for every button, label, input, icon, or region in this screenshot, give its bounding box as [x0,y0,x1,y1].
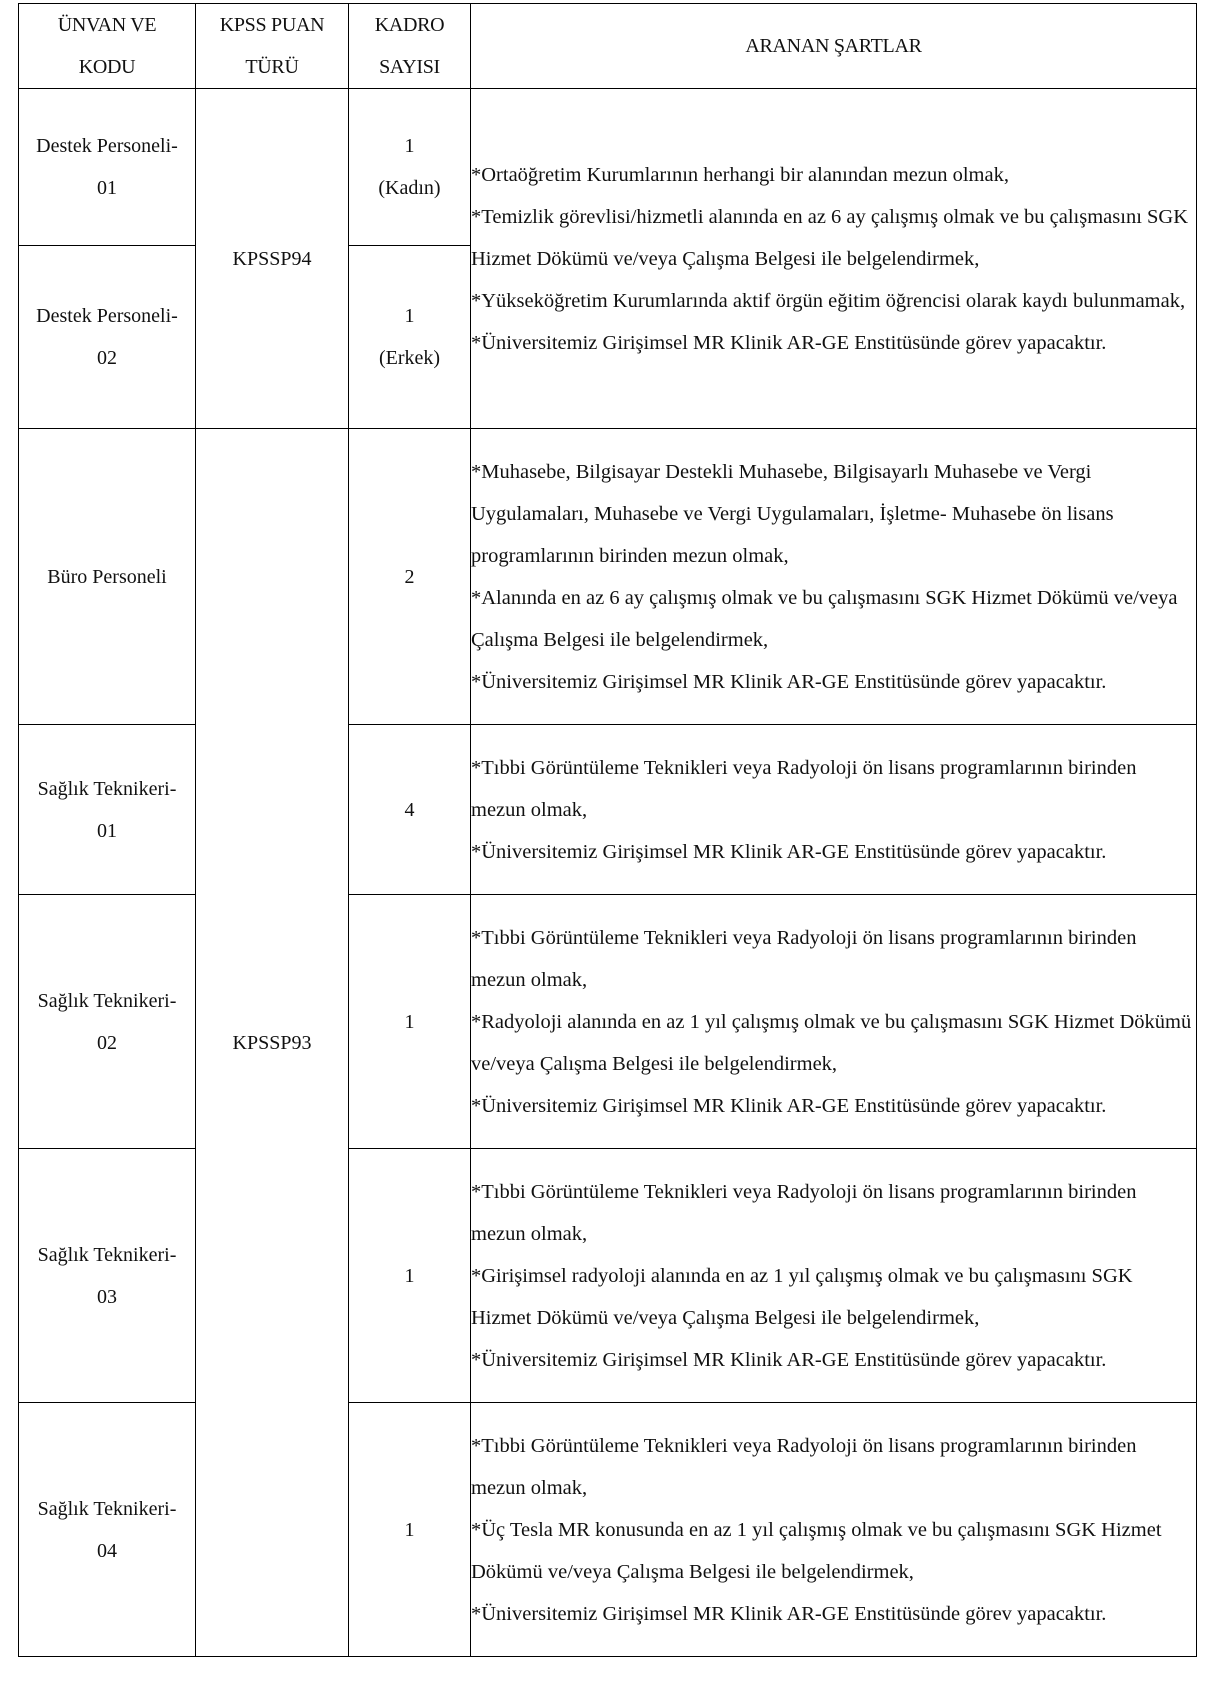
requirement-item: *Radyoloji alanında en az 1 yıl çalışmış olmak ve bu çalışmasını SGK Hizmet Dökümü ve/veya Çalışma Belgesi ile belgelendirmek, [471,1010,1192,1075]
count-cell [349,725,471,895]
header-count [349,4,471,89]
title-cell [19,725,196,895]
header-score-type-line-1: KPSS PUAN [219,14,325,36]
requirement-item: *Üniversitemiz Girişimsel MR Klinik AR-GE Enstitüsünde görev yapacaktır. [471,840,1107,863]
title-cell [19,246,196,429]
requirements-cell [471,1403,1197,1657]
title-line: Sağlık Teknikeri- [37,1243,177,1266]
header-title-line-1: ÜNVAN VE [57,14,157,36]
requirement-item: *Yükseköğretim Kurumlarında aktif örgün eğitim öğrencisi olarak kaydı bulunmamak, [471,289,1186,312]
requirement-item: *Tıbbi Görüntüleme Teknikleri veya Radyoloji ön lisans programlarının birinden mezun olmak, [471,1180,1137,1245]
title-code: 03 [97,1285,117,1308]
count-cell [349,429,471,725]
table-row [19,1149,1197,1403]
header-requirements: ARANAN ŞARTLAR [471,4,1197,89]
title-code: 02 [97,347,117,369]
table-row [19,895,1197,1149]
requirements-cell [471,429,1197,725]
requirement-item: *Üniversitemiz Girişimsel MR Klinik AR-GE Enstitüsünde görev yapacaktır. [471,1348,1107,1371]
title-code: 01 [97,177,117,199]
header-row [19,4,1197,89]
count-value: 4 [404,798,415,821]
title-code: 01 [97,819,117,842]
table-row [19,429,1197,725]
title-cell [19,1149,196,1403]
requirements-cell [471,1149,1197,1403]
title-code: 04 [97,1539,117,1562]
count-cell [349,89,471,246]
title-cell [19,429,196,725]
requirement-item: *Alanında en az 6 ay çalışmış olmak ve bu çalışmasını SGK Hizmet Dökümü ve/veya Çalışma Belgesi ile belgelendirmek, [471,586,1178,651]
score-type-cell: KPSSP93 [196,429,349,1657]
title-cell [19,895,196,1149]
title-cell [19,1403,196,1657]
count-cell [349,246,471,429]
table-row [19,89,1197,246]
count-note: (Kadın) [378,177,441,199]
title-code: 02 [97,1031,117,1054]
count-cell [349,1149,471,1403]
title-line: Destek Personeli- [36,305,178,327]
requirement-item: *Üniversitemiz Girişimsel MR Klinik AR-GE Enstitüsünde görev yapacaktır. [471,1094,1107,1117]
title-line: Büro Personeli [47,565,167,588]
table-row [19,725,1197,895]
count-value: 1 [404,135,415,157]
requirement-item: *Üniversitemiz Girişimsel MR Klinik AR-GE Enstitüsünde görev yapacaktır. [471,331,1107,354]
job-requirements-table [18,3,1197,1657]
count-value: 1 [404,1264,415,1287]
requirement-item: *Tıbbi Görüntüleme Teknikleri veya Radyoloji ön lisans programlarının birinden mezun olmak, [471,1434,1137,1499]
header-title [19,4,196,89]
header-title-line-2: KODU [78,56,136,78]
count-value: 1 [404,1518,415,1541]
score-type-cell: KPSSP94 [196,89,349,429]
requirement-item: *Ortaöğretim Kurumlarının herhangi bir alanından mezun olmak, [471,163,1009,186]
requirement-item: *Temizlik görevlisi/hizmetli alanında en az 6 ay çalışmış olmak ve bu çalışmasını SGK Hizmet Dökümü ve/veya Çalışma Belgesi ile belgelendirmek, [471,205,1189,270]
title-line: Sağlık Teknikeri- [37,989,177,1012]
requirement-item: *Üç Tesla MR konusunda en az 1 yıl çalışmış olmak ve bu çalışmasını SGK Hizmet Dökümü ve/veya Çalışma Belgesi ile belgelendirmek, [471,1518,1162,1583]
count-note: (Erkek) [378,347,441,369]
header-count-line-1: KADRO [374,14,445,36]
table-row [19,1403,1197,1657]
count-cell [349,1403,471,1657]
requirement-item: *Üniversitemiz Girişimsel MR Klinik AR-GE Enstitüsünde görev yapacaktır. [471,1602,1107,1625]
count-value: 1 [404,305,415,327]
requirements-cell [471,895,1197,1149]
requirement-item: *Muhasebe, Bilgisayar Destekli Muhasebe, Bilgisayarlı Muhasebe ve Vergi Uygulamaları, Muhasebe ve Vergi Uygulamaları, İşletme- Muhasebe ön lisans programlarının birinden mezun olmak, [471,460,1114,567]
requirement-item: *Tıbbi Görüntüleme Teknikleri veya Radyoloji ön lisans programlarının birinden mezun olmak, [471,756,1137,821]
requirements-cell [471,89,1197,429]
header-score-type [196,4,349,89]
title-line: Destek Personeli- [36,135,178,157]
header-count-line-2: SAYISI [379,56,440,78]
requirements-cell [471,725,1197,895]
requirement-item: *Üniversitemiz Girişimsel MR Klinik AR-GE Enstitüsünde görev yapacaktır. [471,670,1107,693]
title-line: Sağlık Teknikeri- [37,1497,177,1520]
title-cell [19,89,196,246]
header-score-type-line-2: TÜRÜ [245,56,299,78]
count-cell [349,895,471,1149]
count-value: 1 [404,1010,415,1033]
requirement-item: *Girişimsel radyoloji alanında en az 1 yıl çalışmış olmak ve bu çalışmasını SGK Hizmet Dökümü ve/veya Çalışma Belgesi ile belgelendirmek, [471,1264,1133,1329]
count-value: 2 [404,565,415,588]
requirement-item: *Tıbbi Görüntüleme Teknikleri veya Radyoloji ön lisans programlarının birinden mezun olmak, [471,926,1137,991]
title-line: Sağlık Teknikeri- [37,777,177,800]
